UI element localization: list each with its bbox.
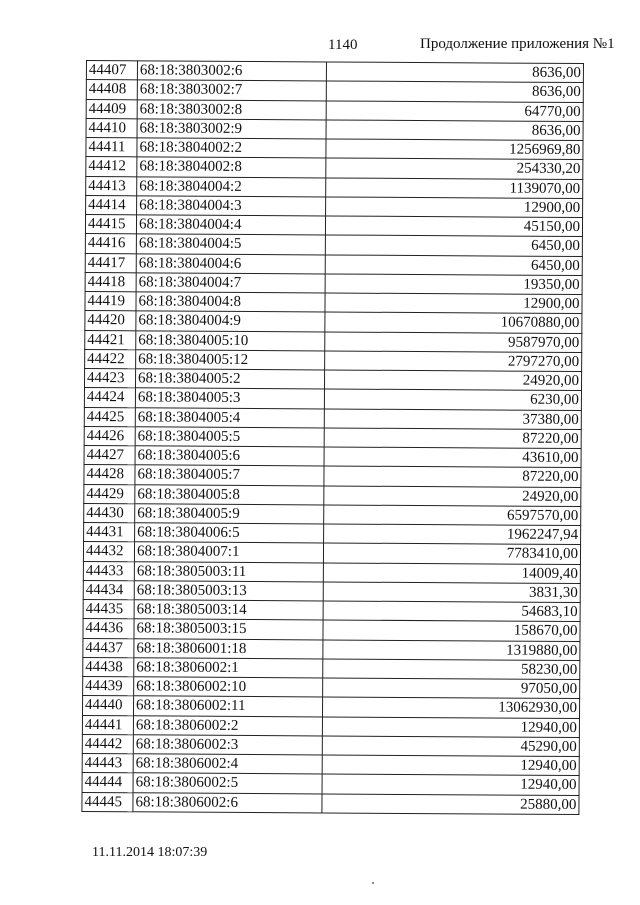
row-number: 44441 xyxy=(82,715,133,735)
cadastral-number: 68:18:3803002:6 xyxy=(137,61,326,81)
table-row xyxy=(85,215,582,237)
cadastral-number: 68:18:3804004:8 xyxy=(136,292,325,312)
cadastral-value: 12940,00 xyxy=(322,716,579,737)
row-number: 44410 xyxy=(86,118,137,138)
cadastral-number: 68:18:3806002:10 xyxy=(134,677,323,697)
cadastral-value: 58230,00 xyxy=(323,659,580,680)
cadastral-number: 68:18:3804005:9 xyxy=(135,504,324,524)
cadastral-number: 68:18:3804004:3 xyxy=(137,196,326,216)
table-row xyxy=(83,619,580,641)
cadastral-value: 14009,40 xyxy=(323,562,580,583)
row-number: 44413 xyxy=(86,176,137,196)
cadastral-value: 2797270,00 xyxy=(325,351,582,372)
cadastral-value: 45290,00 xyxy=(322,736,579,757)
table-row xyxy=(83,638,580,660)
row-number: 44442 xyxy=(82,734,133,754)
cadastral-number: 68:18:3805003:15 xyxy=(134,619,323,639)
cadastral-value: 6450,00 xyxy=(325,235,582,256)
cadastral-value: 45150,00 xyxy=(325,216,582,237)
cadastral-number: 68:18:3804007:1 xyxy=(134,542,323,562)
table-row xyxy=(85,330,582,352)
cadastral-number: 68:18:3805003:14 xyxy=(134,600,323,620)
appendix-continuation-label: Продолжение приложения №1 xyxy=(420,36,615,52)
cadastral-value: 13062930,00 xyxy=(322,697,579,718)
table-row xyxy=(85,349,582,371)
cadastral-number: 68:18:3806002:11 xyxy=(133,696,322,716)
table-row xyxy=(83,561,580,583)
cadastral-number: 68:18:3804004:5 xyxy=(136,234,325,254)
row-number: 44424 xyxy=(84,388,135,408)
cadastral-number: 68:18:3806002:6 xyxy=(133,792,322,812)
cadastral-number: 68:18:3804004:9 xyxy=(136,311,325,331)
row-number: 44407 xyxy=(86,61,137,81)
table-row xyxy=(84,388,581,410)
row-number: 44432 xyxy=(83,542,134,562)
cadastral-number: 68:18:3803002:9 xyxy=(137,119,326,139)
table-row xyxy=(83,657,580,679)
cadastral-value: 12940,00 xyxy=(322,755,579,776)
cadastral-value: 7783410,00 xyxy=(323,543,580,564)
cadastral-value: 24920,00 xyxy=(324,485,581,506)
row-number: 44444 xyxy=(82,773,133,793)
cadastral-number: 68:18:3804004:2 xyxy=(137,176,326,196)
table-row xyxy=(82,792,579,814)
table-row xyxy=(85,311,582,333)
table-row xyxy=(84,407,581,429)
cadastral-value: 43610,00 xyxy=(324,447,581,468)
cadastral-value: 8636,00 xyxy=(326,120,583,141)
cadastral-value: 87220,00 xyxy=(324,466,581,487)
table-row xyxy=(86,118,583,140)
cadastral-value: 87220,00 xyxy=(324,428,581,449)
cadastral-number: 68:18:3804005:12 xyxy=(136,350,325,370)
table-row xyxy=(82,715,579,737)
row-number: 44430 xyxy=(84,503,135,523)
table-row xyxy=(82,753,579,775)
table-row xyxy=(85,234,582,256)
cadastral-value: 1319880,00 xyxy=(323,639,580,660)
row-number: 44439 xyxy=(83,676,134,696)
row-number: 44412 xyxy=(86,157,137,177)
row-number: 44433 xyxy=(83,561,134,581)
print-timestamp: 11.11.2014 18:07:39 xyxy=(92,845,208,860)
table-row xyxy=(84,522,581,544)
row-number: 44429 xyxy=(84,484,135,504)
cadastral-value: 12900,00 xyxy=(325,293,582,314)
cadastral-number: 68:18:3805003:11 xyxy=(134,561,323,581)
cadastral-value: 37380,00 xyxy=(324,408,581,429)
row-number: 44422 xyxy=(85,349,136,369)
parcel-value-table xyxy=(81,60,584,815)
table-row xyxy=(86,195,583,217)
table-row xyxy=(85,272,582,294)
page-number: 1140 xyxy=(328,37,358,53)
table-row xyxy=(86,61,583,83)
cadastral-value: 1139070,00 xyxy=(326,177,583,198)
row-number: 44425 xyxy=(84,407,135,427)
table-row xyxy=(83,542,580,564)
row-number: 44421 xyxy=(85,330,136,350)
cadastral-number: 68:18:3804005:8 xyxy=(135,484,324,504)
cadastral-value: 64770,00 xyxy=(326,100,583,121)
cadastral-value: 97050,00 xyxy=(323,678,580,699)
cadastral-value: 6450,00 xyxy=(325,254,582,275)
row-number: 44437 xyxy=(83,638,134,658)
cadastral-number: 68:18:3804002:2 xyxy=(137,138,326,158)
cadastral-value: 8636,00 xyxy=(326,81,583,102)
row-number: 44408 xyxy=(86,80,137,100)
scan-speck xyxy=(372,882,374,884)
cadastral-number: 68:18:3803002:8 xyxy=(137,99,326,119)
cadastral-number: 68:18:3806002:1 xyxy=(134,658,323,678)
cadastral-number: 68:18:3804005:10 xyxy=(136,330,325,350)
table-row xyxy=(84,503,581,525)
row-number: 44418 xyxy=(85,272,136,292)
cadastral-value: 19350,00 xyxy=(325,274,582,295)
cadastral-value: 54683,10 xyxy=(323,601,580,622)
cadastral-number: 68:18:3804005:6 xyxy=(135,446,324,466)
row-number: 44419 xyxy=(85,291,136,311)
row-number: 44435 xyxy=(83,599,134,619)
cadastral-number: 68:18:3804005:3 xyxy=(135,388,324,408)
cadastral-value: 6230,00 xyxy=(324,389,581,410)
cadastral-value: 1256969,80 xyxy=(326,139,583,160)
row-number: 44440 xyxy=(82,696,133,716)
cadastral-number: 68:18:3804005:5 xyxy=(135,427,324,447)
cadastral-value: 8636,00 xyxy=(326,62,583,83)
cadastral-number: 68:18:3804004:4 xyxy=(136,215,325,235)
cadastral-number: 68:18:3806002:2 xyxy=(133,715,322,735)
cadastral-number: 68:18:3804006:5 xyxy=(135,523,324,543)
table-row xyxy=(83,599,580,621)
row-number: 44434 xyxy=(83,580,134,600)
cadastral-number: 68:18:3804005:4 xyxy=(135,407,324,427)
cadastral-number: 68:18:3804004:6 xyxy=(136,253,325,273)
row-number: 44415 xyxy=(85,215,136,235)
table-row xyxy=(83,676,580,698)
table-row xyxy=(85,253,582,275)
row-number: 44414 xyxy=(86,195,137,215)
cadastral-value: 9587970,00 xyxy=(325,331,582,352)
table-row xyxy=(86,157,583,179)
cadastral-value: 10670880,00 xyxy=(325,312,582,333)
row-number: 44420 xyxy=(85,311,136,331)
row-number: 44443 xyxy=(82,753,133,773)
table-row xyxy=(86,138,583,160)
row-number: 44426 xyxy=(84,426,135,446)
table-row xyxy=(84,445,581,467)
cadastral-value: 3831,30 xyxy=(323,582,580,603)
cadastral-number: 68:18:3805003:13 xyxy=(134,581,323,601)
table-row xyxy=(84,368,581,390)
cadastral-number: 68:18:3804005:7 xyxy=(135,465,324,485)
table-row xyxy=(82,734,579,756)
row-number: 44409 xyxy=(86,99,137,119)
row-number: 44436 xyxy=(83,619,134,639)
row-number: 44416 xyxy=(85,234,136,254)
row-number: 44445 xyxy=(82,792,133,812)
cadastral-number: 68:18:3806002:5 xyxy=(133,773,322,793)
cadastral-number: 68:18:3804004:7 xyxy=(136,273,325,293)
table-row xyxy=(86,176,583,198)
row-number: 44427 xyxy=(84,445,135,465)
cadastral-value: 24920,00 xyxy=(324,370,581,391)
cadastral-number: 68:18:3806002:4 xyxy=(133,754,322,774)
cadastral-value: 1962247,94 xyxy=(324,524,581,545)
row-number: 44417 xyxy=(85,253,136,273)
table-row xyxy=(84,426,581,448)
table-row xyxy=(82,773,579,795)
table-body xyxy=(82,61,584,815)
cadastral-value: 6597570,00 xyxy=(324,505,581,526)
row-number: 44411 xyxy=(86,138,137,158)
cadastral-value: 254330,20 xyxy=(326,158,583,179)
cadastral-number: 68:18:3804005:2 xyxy=(135,369,324,389)
table-row xyxy=(82,696,579,718)
cadastral-number: 68:18:3804002:8 xyxy=(137,157,326,177)
row-number: 44431 xyxy=(84,522,135,542)
table-row xyxy=(86,99,583,121)
cadastral-number: 68:18:3806002:3 xyxy=(133,735,322,755)
table-row xyxy=(84,465,581,487)
table-row xyxy=(84,484,581,506)
cadastral-value: 12940,00 xyxy=(322,774,579,795)
row-number: 44438 xyxy=(83,657,134,677)
cadastral-value: 25880,00 xyxy=(322,793,579,814)
table-row xyxy=(83,580,580,602)
row-number: 44423 xyxy=(84,368,135,388)
table-row xyxy=(85,291,582,313)
table-row xyxy=(86,80,583,102)
cadastral-value: 158670,00 xyxy=(323,620,580,641)
cadastral-number: 68:18:3806001:18 xyxy=(134,638,323,658)
cadastral-value: 12900,00 xyxy=(326,197,583,218)
cadastral-number: 68:18:3803002:7 xyxy=(137,80,326,100)
row-number: 44428 xyxy=(84,465,135,485)
